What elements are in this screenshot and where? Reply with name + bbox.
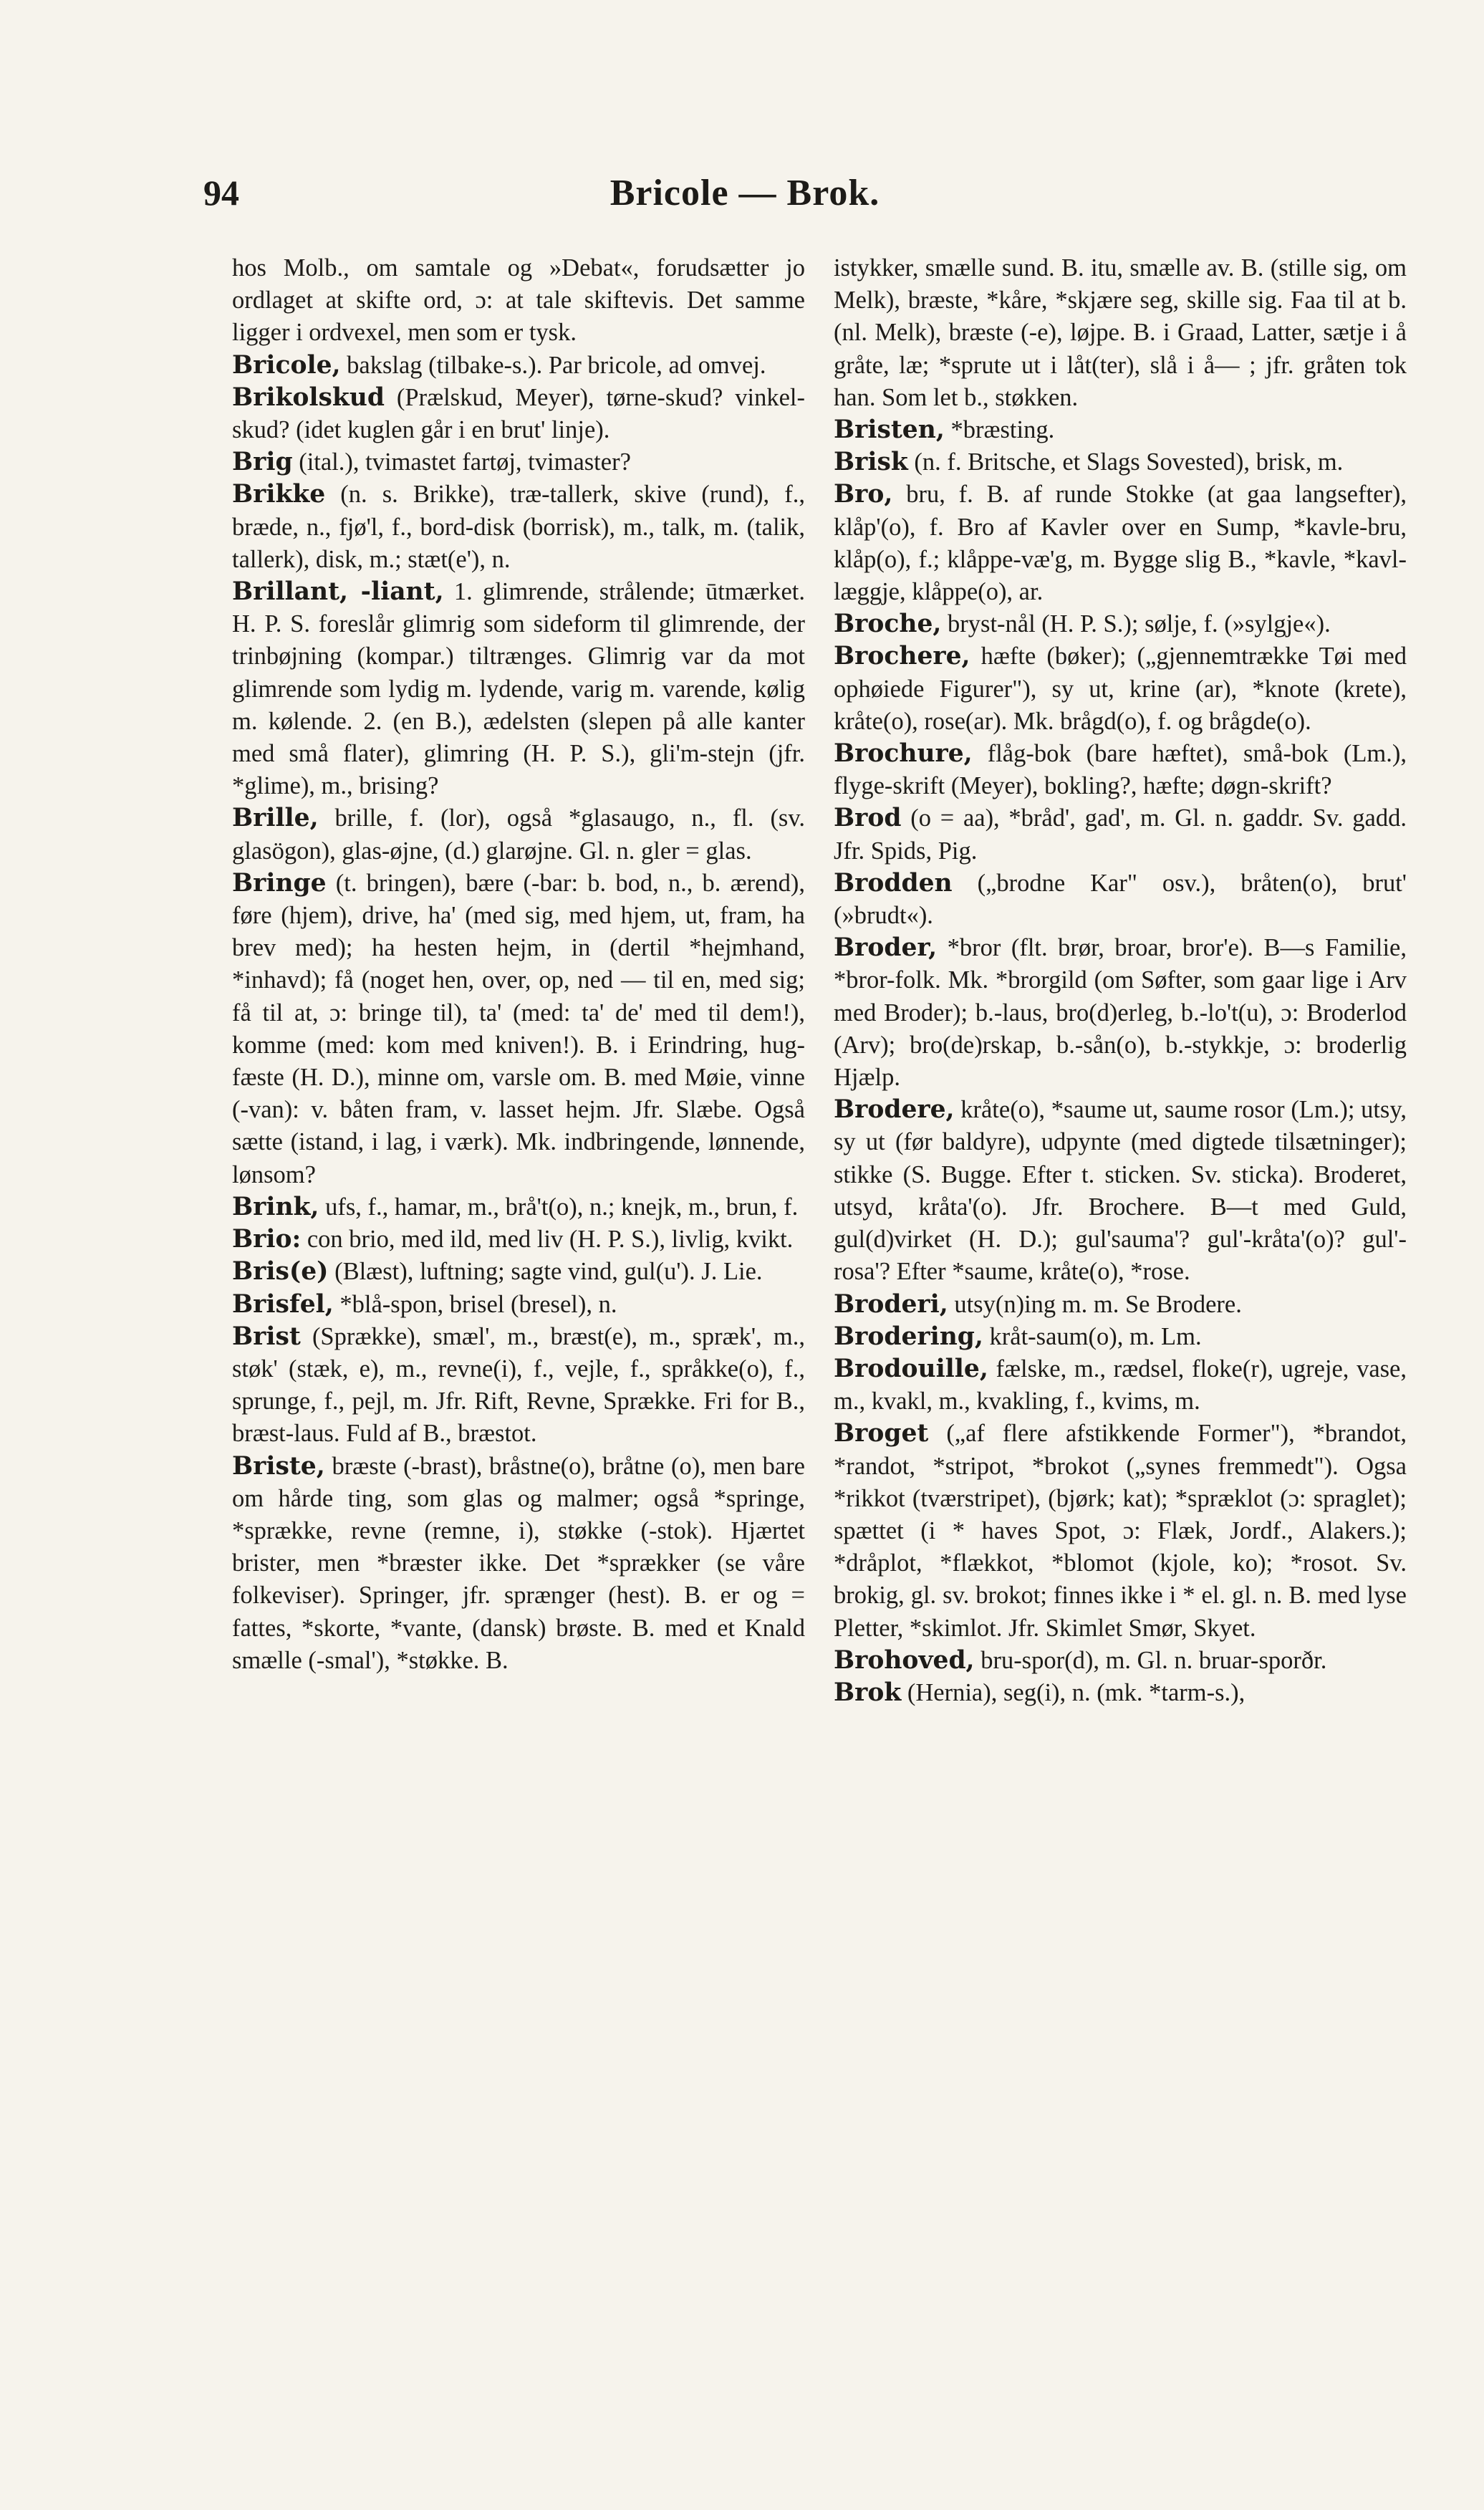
- entry-headword: Bricole,: [232, 350, 341, 380]
- entry-headword: Bristen,: [834, 415, 945, 445]
- entry-definition: bryst-nål (H. P. S.); sølje, f. (»sylgje«).: [941, 610, 1331, 638]
- dictionary-entry: [834, 479, 1407, 608]
- entry-definition: hos Molb., om samtale og »Debat«, forudsætter jo ordlaget at skifte ord, ɔ: at tale skiftevis. Det samme ligger i ordvexel, men som er tysk.: [232, 254, 805, 347]
- entry-definition: (n. s. Brikke), træ-tallerk, skive (rund), f., bræde, n., fjø'l, f., bord-disk (borrisk), m., talk, m. (talik, tallerk), disk, m.; stæt(e'), n.: [232, 481, 805, 573]
- dictionary-entry: [834, 446, 1407, 479]
- dictionary-entry: [834, 1645, 1407, 1677]
- dictionary-entry: [834, 932, 1407, 1094]
- entry-headword: Broget: [834, 1419, 929, 1448]
- dictionary-entry: [232, 1256, 805, 1288]
- dictionary-entry: [232, 1451, 805, 1677]
- entry-headword: Brodere,: [834, 1095, 955, 1125]
- entry-definition: *blå-spon, brisel (bresel), n.: [333, 1290, 617, 1318]
- dictionary-entry: [834, 1321, 1407, 1353]
- entry-definition: kråt-saum(o), m. Lm.: [983, 1322, 1202, 1350]
- left-column: [232, 252, 805, 1677]
- entry-headword: Brillant, -liant,: [232, 577, 444, 607]
- entry-definition: *bror (flt. brør, broar, bror'e). B—s Familie, *bror-folk. Mk. *brorgild (om Søfter, som gaar lige i Arv med Broder); b.-laus, bro(d)erleg, b.-lo't(u), ɔ: Broderlod (Arv); bro(de)rskap, b.-sån(o), b.-stykkje, ɔ: broderlig Hjælp.: [834, 934, 1407, 1092]
- entry-definition: (Hernia), seg(i), n. (mk. *tarm-s.),: [901, 1678, 1246, 1706]
- dictionary-entry: [232, 252, 805, 350]
- dictionary-entry: [834, 738, 1407, 802]
- entry-headword: Bro,: [834, 480, 893, 509]
- dictionary-entry: [834, 1289, 1407, 1321]
- dictionary-entry: [232, 1223, 805, 1256]
- dictionary-entry: [232, 802, 805, 867]
- entry-headword: Brink,: [232, 1192, 319, 1221]
- entry-definition: con brio, med ild, med liv (H. P. S.), livlig, kvikt.: [301, 1226, 794, 1254]
- entry-definition: (Prælskud, Meyer), tørne-skud? vinkel-skud? (idet kuglen går i en brut' linje).: [232, 383, 805, 444]
- entry-definition: (Sprække), smæl', m., bræst(e), m., spræk', m., støk' (stæk, e), m., revne(i), f., vejle, f., språkke(o), f., sprunge, f., pejl, m. Jfr. Rift, Revne, Sprække. Fri for B., bræst-laus. Fuld af B., bræstot.: [232, 1322, 805, 1448]
- dictionary-entry: [834, 1094, 1407, 1288]
- entry-headword: Brodouille,: [834, 1354, 988, 1383]
- dictionary-entry: [834, 867, 1407, 932]
- dictionary-entry: [232, 479, 805, 576]
- entry-definition: („af flere afstikkende Former"), *brandot, *randot, *stripot, *brokot („synes fremmedt"). Ogsa *rikkot (tværstripet), (bjørk; kat); *spræklot (ɔ: spraglet); spættet (i * haves Spot, ɔ: Flæk, Jordf., Alakers.); *dråplot, *flækkot, *blomot (kjole, ko); *rosot. Sv. brokig, gl. sv. brokot; finnes ikke i * el. gl. n. B. med lyse Pletter, *skimlot. Jfr. Skimlet Smør, Skyet.: [834, 1420, 1407, 1642]
- dictionary-entry: [834, 802, 1407, 867]
- dictionary-entry: [232, 1191, 805, 1223]
- entry-definition: fælske, m., rædsel, floke(r), ugreje, vase, m., kvakl, m., kvakling, f., kvims, m.: [834, 1355, 1407, 1415]
- entry-headword: Bringe: [232, 868, 327, 898]
- dictionary-entry: [232, 382, 805, 446]
- dictionary-entry: [232, 1289, 805, 1321]
- dictionary-entry: [232, 350, 805, 382]
- entry-definition: (n. f. Britsche, et Slags Sovested), brisk, m.: [907, 448, 1344, 476]
- entry-definition: kråte(o), *saume ut, saume rosor (Lm.); utsy, sy ut (før baldyre), udpynte (med digtede tilsætninger); stikke (S. Bugge. Efter t. sticken. Sv. sticka). Broderet, utsyd, kråta'(o). Jfr. Brochere. B—t med Guld, gul(d)virket (H. D.); gul'sauma'? gul'-kråta'(o)? gul'-rosa'? Efter *saume, kråte(o), *rose.: [834, 1096, 1407, 1286]
- entry-headword: Brisk: [834, 448, 908, 477]
- entry-definition: ufs, f., hamar, m., brå't(o), n.; knejk, m., brun, f.: [319, 1193, 799, 1221]
- dictionary-entry: [834, 414, 1407, 446]
- entry-definition: bru, f. B. af runde Stokke (at gaa langsefter), klåp'(o), f. Bro af Kavler over en Sump, *kavle-bru, klåp(o), f.; klåppe-væ'g, m. Bygge slig B., *kavle, *kavl-læggje, klåppe(o), ar.: [834, 481, 1407, 606]
- dictionary-entry: [834, 640, 1407, 738]
- entry-definition: utsy(n)ing m. m. Se Brodere.: [948, 1290, 1242, 1318]
- entry-definition: (Blæst), luftning; sagte vind, gul(u'). J. Lie.: [328, 1258, 763, 1286]
- page-number: 94: [203, 173, 239, 213]
- entry-headword: Brochure,: [834, 739, 973, 769]
- entry-definition: (ital.), tvimastet fartøj, tvimaster?: [292, 448, 631, 476]
- entry-headword: Brohoved,: [834, 1645, 975, 1675]
- entry-definition: hæfte (bøker); („gjennemtrække Tøi med ophøiede Figurer"), sy ut, krine (ar), *knote (krete), kråte(o), rose(ar). Mk. brågd(o), f. og brågde(o).: [834, 643, 1407, 735]
- entry-definition: istykker, smælle sund. B. itu, smælle av. B. (stille sig, om Melk), bræste, *kåre, *skjære seg, skille sig. Faa til at b. (nl. Melk), bræste (-e), løjpe. B. i Graad, Latter, sætje i å gråte, læ; *sprute ut i låt(ter), slå i å— ; jfr. gråten tok han. Som let b., støkken.: [834, 254, 1407, 411]
- entry-headword: Brok: [834, 1678, 902, 1707]
- entry-definition: („brodne Kar" osv.), bråten(o), brut' (»brudt«).: [834, 869, 1407, 930]
- entry-definition: *bræsting.: [944, 416, 1055, 444]
- dictionary-entry: [834, 252, 1407, 414]
- entry-headword: Brodden: [834, 868, 953, 898]
- dictionary-entry: [834, 1353, 1407, 1418]
- entry-definition: 1. glimrende, strålende; ūtmærket. H. P. S. foreslår glimrig som sideform til glimrende, der trinbøjning (kompar.) tiltrænges. Glimrig var da mot glimrende som lydig m. lydende, varig m. varende, kølig m. kølende. 2. (en B.), ædelsten (slepen på alle kanter med små flater), glimring (H. P. S.), gli'm-stejn (jfr. *glime), m., brising?: [232, 578, 806, 800]
- entry-headword: Broder,: [834, 933, 938, 963]
- entry-headword: Brikke: [232, 480, 326, 509]
- entry-headword: Bris(e): [232, 1257, 329, 1287]
- entry-headword: Brig: [232, 448, 293, 477]
- entry-headword: Brille,: [232, 804, 319, 833]
- dictionary-entry: [232, 576, 805, 802]
- entry-definition: (o = aa), *bråd', gad', m. Gl. n. gaddr. Sv. gadd. Jfr. Spids, Pig.: [834, 804, 1407, 865]
- entry-headword: Brod: [834, 804, 902, 833]
- entry-definition: bakslag (tilbake-s.). Par bricole, ad omvej.: [340, 351, 766, 379]
- dictionary-entry: [232, 867, 805, 1191]
- entry-definition: bru-spor(d), m. Gl. n. bruar-sporðr.: [974, 1646, 1327, 1674]
- entry-definition: bræste (-brast), bråstne(o), bråtne (o), men bare om hårde ting, som glas og malmer; også *springe, *sprække, revne (remne, i), støkke (-stok). Hjærtet brister, men *bræster ikke. Det *sprækker (se våre folkeviser). Springer, jfr. sprænger (hest). B. er og = fattes, *skorte, *vante, (dansk) brøste. B. med et Knald smælle (-smal'), *støkke. B.: [232, 1452, 805, 1674]
- dictionary-entry: [834, 1677, 1407, 1709]
- page-header: [203, 172, 1286, 222]
- entry-headword: Broche,: [834, 610, 942, 639]
- right-column: [834, 252, 1407, 1709]
- entry-headword: Broderi,: [834, 1289, 948, 1319]
- entry-definition: flåg-bok (bare hæftet), små-bok (Lm.), flyge-skrift (Meyer), bokling?, hæfte; døgn-skrift?: [834, 740, 1407, 800]
- entry-headword: Briste,: [232, 1451, 325, 1481]
- entry-headword: Brio:: [232, 1225, 302, 1254]
- entry-definition: (t. bringen), bære (-bar: b. bod, n., b. ærend), føre (hjem), drive, ha' (med sig, med hjem, ut, fram, ha brev med); ha hesten hejm, in (dertil *hejmhand, *inhavd); få (noget hen, over, op, ned — til en, med sig; få til at, ɔ: bringe til), ta' (med: ta' de' med til dem!), komme (med: kom med kniven!). B. i Erindring, hug-fæste (H. D.), minne om, varsle om. B. med Møie, vinne (-van): v. båten fram, v. lasset hejm. Jfr. Slæbe. Også sætte (istand, i lag, i værk). Mk. indbringende, lønnende, lønsom?: [232, 869, 805, 1188]
- dictionary-entry: [834, 1418, 1407, 1644]
- entry-headword: Brisfel,: [232, 1289, 334, 1319]
- dictionary-entry: [232, 446, 805, 479]
- dictionary-entry: [834, 608, 1407, 640]
- entry-headword: Brodering,: [834, 1322, 983, 1351]
- entry-definition: brille, f. (lor), også *glasaugo, n., fl. (sv. glasögon), glas-øjne, (d.) glarøjne. Gl. n. gler = glas.: [232, 804, 805, 865]
- running-head: Bricole — Brok.: [610, 173, 880, 213]
- entry-headword: Brochere,: [834, 642, 970, 671]
- entry-headword: Brikolskud: [232, 383, 385, 412]
- dictionary-entry: [232, 1321, 805, 1451]
- entry-headword: Brist: [232, 1322, 301, 1351]
